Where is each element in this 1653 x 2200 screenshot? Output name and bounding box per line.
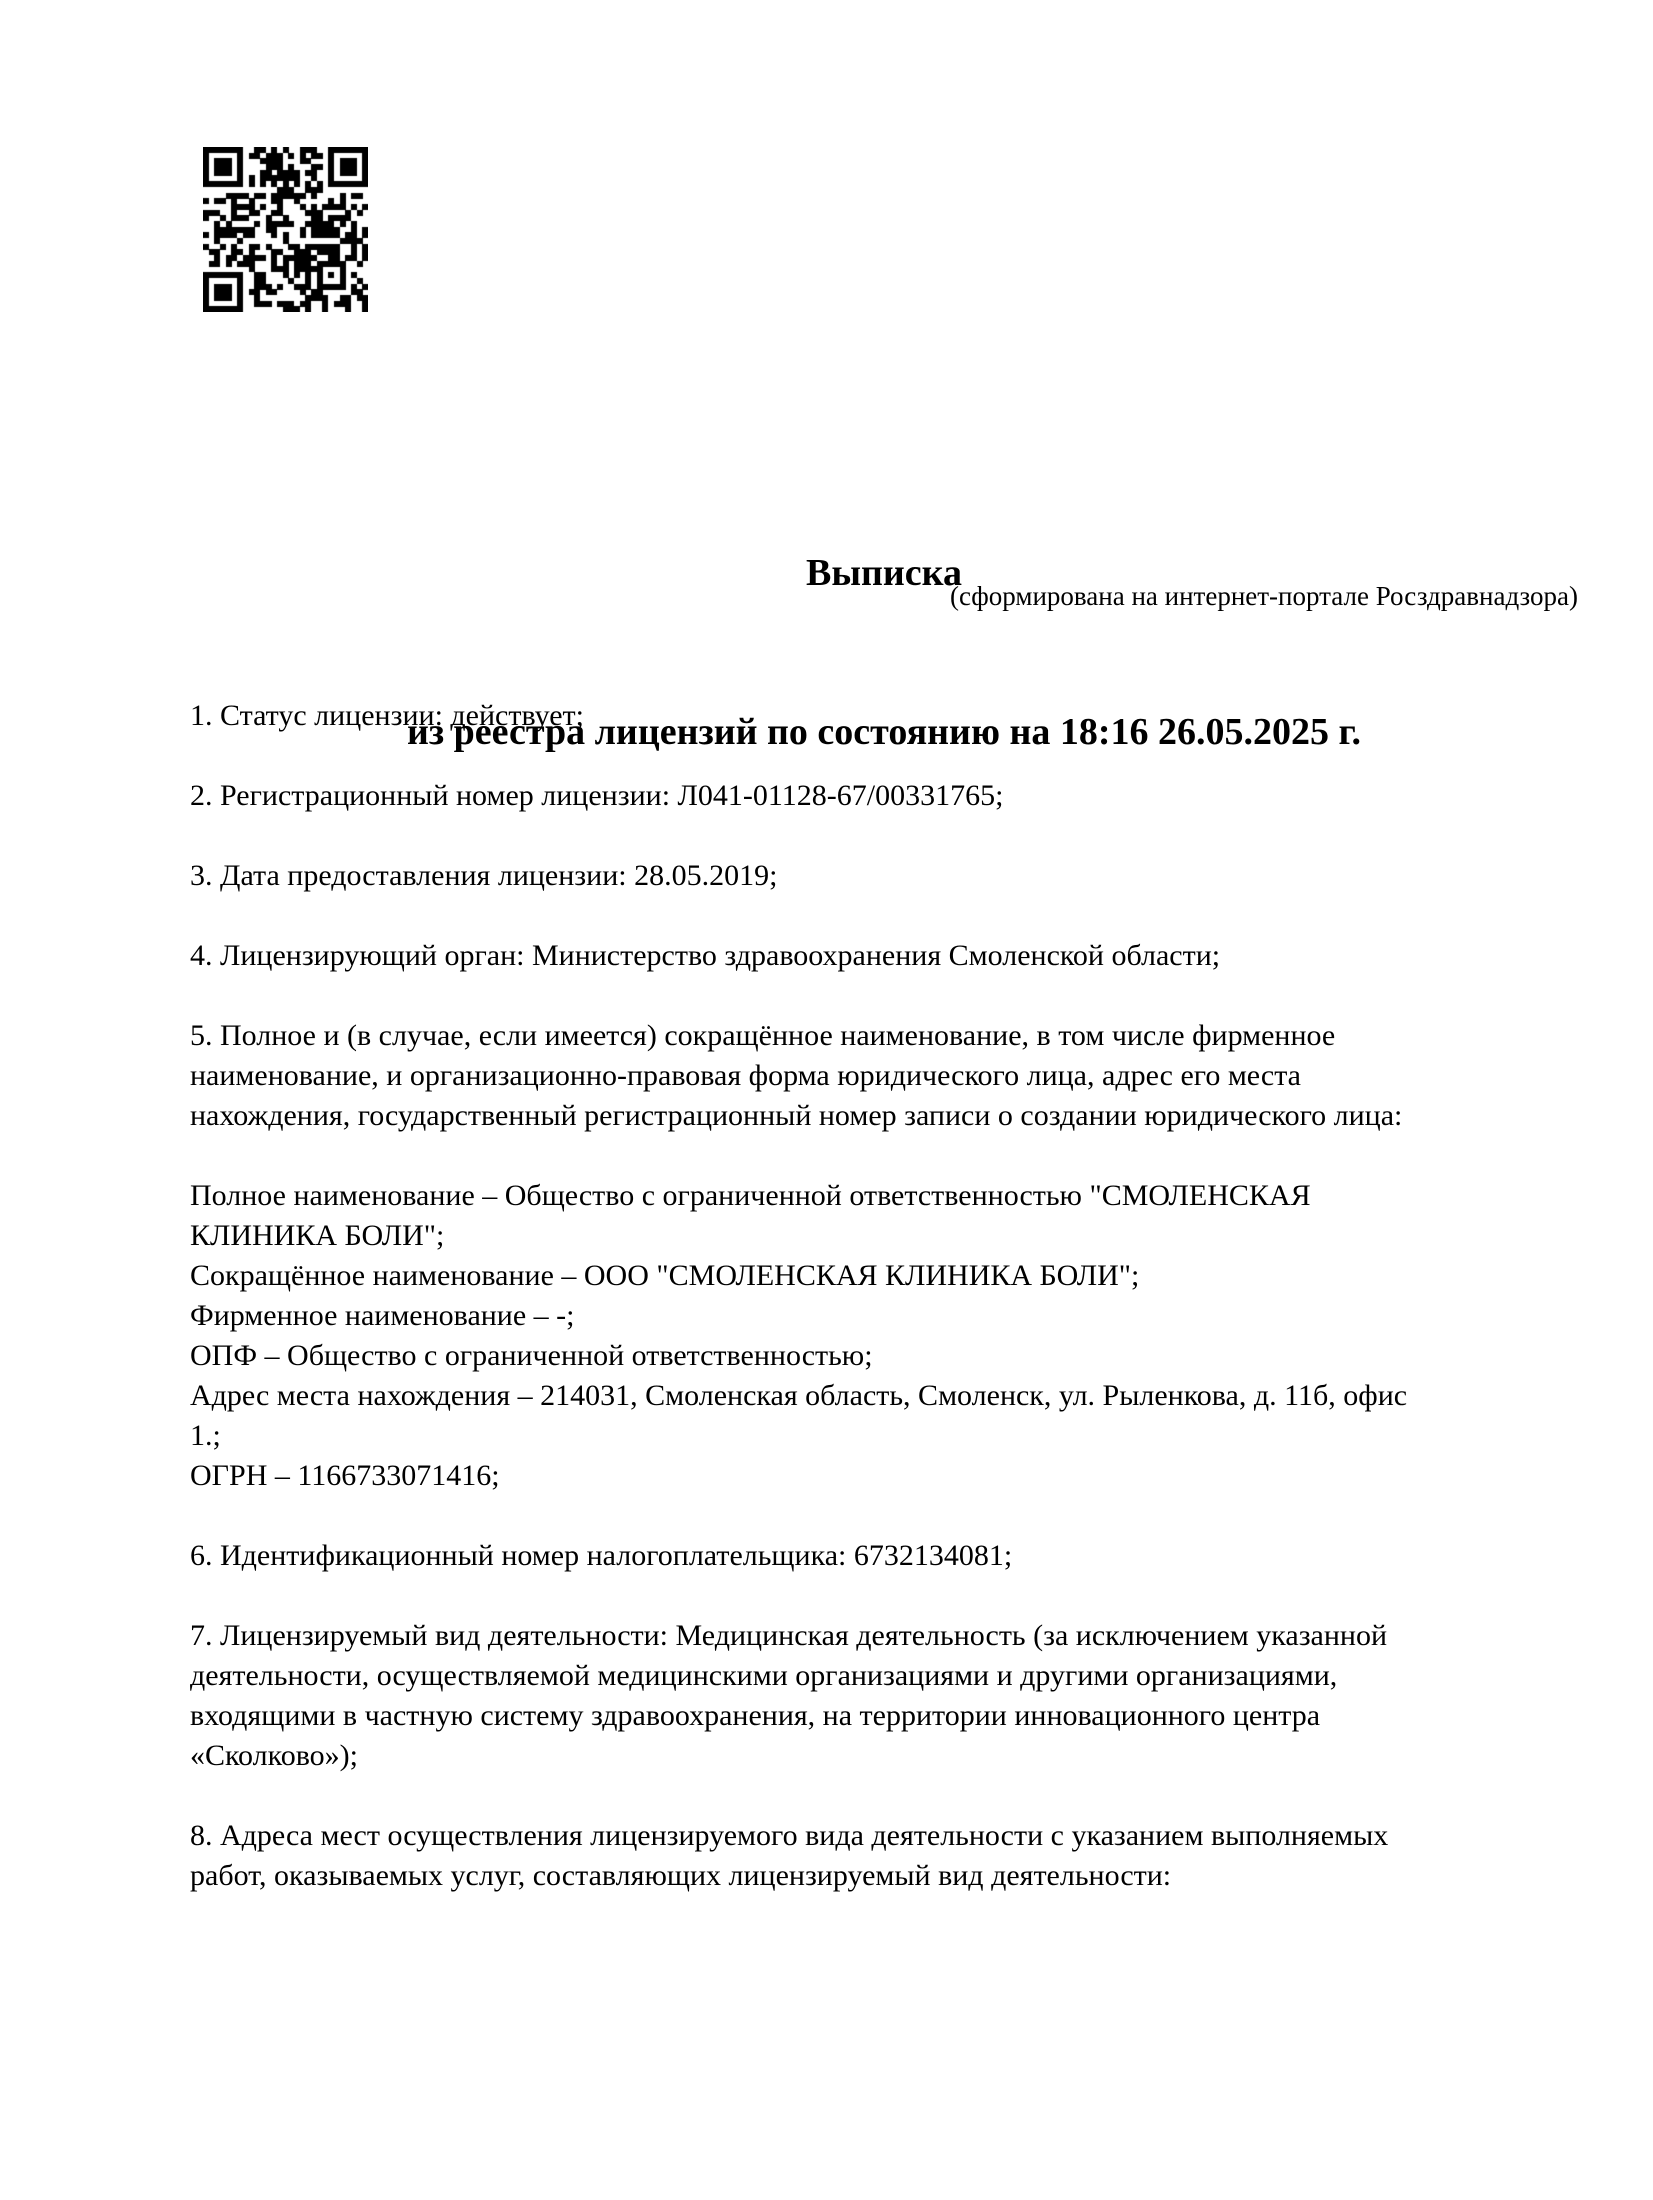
text-line: КЛИНИКА БОЛИ"; — [190, 1219, 445, 1252]
qr-code-icon — [203, 147, 368, 312]
paragraph-6 — [190, 1176, 1590, 1496]
paragraph-7 — [190, 1536, 1590, 1576]
paragraph-3 — [190, 856, 1590, 896]
text-line: 8. Адреса мест осуществления лицензируемого вида деятельности с указанием выполняемых — [190, 1819, 1389, 1852]
paragraph-4 — [190, 936, 1590, 976]
text-line: 1.; — [190, 1419, 221, 1452]
document-subtitle: (сформирована на интернет-портале Росздравнадзора) — [949, 581, 1578, 611]
paragraph-9 — [190, 1816, 1590, 1896]
text-line: «Сколково»); — [190, 1739, 358, 1772]
title-line-1: Выписка — [806, 552, 962, 594]
text-line: 2. Регистрационный номер лицензии: Л041-01128-67/00331765; — [190, 779, 1004, 812]
paragraph-8 — [190, 1616, 1590, 1776]
text-line: 4. Лицензирующий орган: Министерство здравоохранения Смоленской области; — [190, 939, 1221, 972]
paragraph-5 — [190, 1016, 1590, 1136]
document-body — [190, 696, 1590, 1936]
text-line: Полное наименование – Общество с ограниченной ответственностью "СМОЛЕНСКАЯ — [190, 1179, 1311, 1212]
text-line: наименование, и организационно-правовая форма юридического лица, адрес его места — [190, 1059, 1301, 1092]
text-line: Сокращённое наименование – ООО "СМОЛЕНСКАЯ КЛИНИКА БОЛИ"; — [190, 1259, 1140, 1292]
text-line: деятельности, осуществляемой медицинскими организациями и другими организациями, — [190, 1659, 1338, 1692]
paragraph-1 — [190, 696, 1590, 736]
text-line: 7. Лицензируемый вид деятельности: Медицинская деятельность (за исключением указанной — [190, 1619, 1388, 1652]
text-line: входящими в частную систему здравоохранения, на территории инновационного центра — [190, 1699, 1321, 1732]
paragraph-2 — [190, 776, 1590, 816]
text-line: нахождения, государственный регистрационный номер записи о создании юридического лица: — [190, 1099, 1403, 1132]
text-line: 6. Идентификационный номер налогоплательщика: 6732134081; — [190, 1539, 1013, 1572]
text-line: ОГРН – 1166733071416; — [190, 1459, 500, 1492]
title-line-2: из реестра лицензий по состоянию на 18:16 26.05.2025 г. — [406, 711, 1362, 753]
text-line: Адрес места нахождения – 214031, Смоленская область, Смоленск, ул. Рыленкова, д. 11б, офис — [190, 1379, 1408, 1412]
text-line: ОПФ – Общество с ограниченной ответственностью; — [190, 1339, 873, 1372]
text-line: 3. Дата предоставления лицензии: 28.05.2019; — [190, 859, 778, 892]
text-line: 5. Полное и (в случае, если имеется) сокращённое наименование, в том числе фирменное — [190, 1019, 1336, 1052]
text-line: 1. Статус лицензии: действует; — [190, 699, 584, 732]
text-line: Фирменное наименование – -; — [190, 1299, 575, 1332]
text-line: работ, оказываемых услуг, составляющих лицензируемый вид деятельности: — [190, 1859, 1172, 1892]
